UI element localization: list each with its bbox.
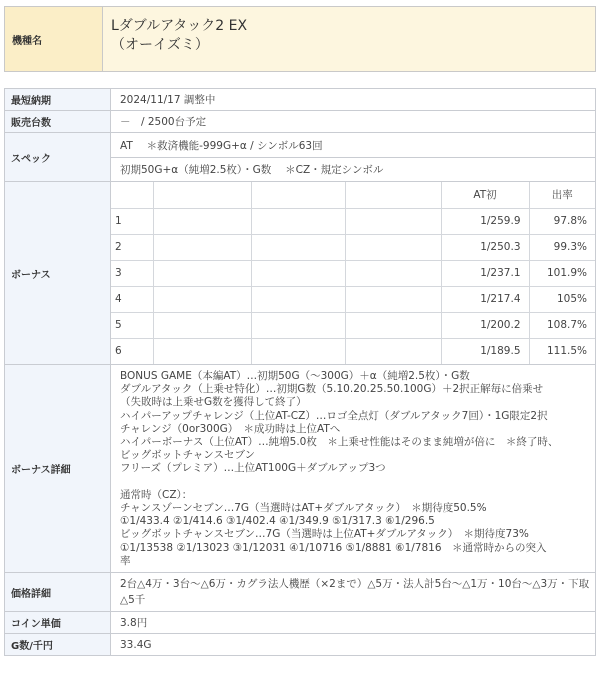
- bonus-header-cell: AT初: [441, 182, 529, 208]
- bonus-cell: [153, 234, 251, 260]
- bonus-detail-line: ビッグボットチャンスセブン: [120, 449, 256, 462]
- bonus-cell: [153, 338, 251, 364]
- bonus-cell: [251, 234, 345, 260]
- bonus-cell: 2: [111, 234, 153, 260]
- bonus-cell: 1/200.2: [441, 312, 529, 338]
- bonus-table-row: [111, 208, 595, 234]
- bonus-cell: [251, 260, 345, 286]
- bonus-cell: 97.8%: [529, 208, 595, 234]
- release-label: 最短納期: [5, 89, 111, 111]
- bonus-cell: [153, 208, 251, 234]
- bonus-cell: [153, 312, 251, 338]
- bonus-header-cell: [153, 182, 251, 208]
- bonus-cell: 1/189.5: [441, 338, 529, 364]
- bonus-detail-line: チャンスゾーンセブン…7G（当選時はAT+ダブルアタック） ＊期待度50.5%: [120, 502, 487, 515]
- bonus-cell: [345, 208, 441, 234]
- bonus-header-cell: [251, 182, 345, 208]
- spec-row: [5, 133, 596, 182]
- bonus-header-cell: [345, 182, 441, 208]
- bonus-detail-line: ハイパーアップチャレンジ（上位AT-CZ）…ロゴ全点灯（ダブルアタック7回）・1G限定2択: [120, 409, 548, 422]
- units-row: [5, 111, 596, 133]
- machine-name-header: [4, 6, 596, 72]
- spec-label: スペック: [5, 133, 111, 182]
- bonus-cell: 3: [111, 260, 153, 286]
- bonus-table-row: [111, 338, 595, 364]
- spec-line-1: AT ＊救済機能-999G+α / シンボル63回: [120, 139, 323, 152]
- gpk-row: [5, 634, 596, 656]
- bonus-detail-line: ハイパーボーナス（上位AT）…純増5.0枚 ＊上乗せ性能はそのまま純増が倍に ＊終了時、: [120, 436, 559, 449]
- bonus-detail-line: 通常時（CZ）：: [120, 488, 193, 501]
- bonus-cell: 111.5%: [529, 338, 595, 364]
- bonus-table-row: [111, 234, 595, 260]
- bonus-detail-line: ①1/433.4 ②1/414.6 ③1/402.4 ④1/349.9 ⑤1/317.3 ⑥1/296.5: [120, 515, 435, 528]
- machine-title: [103, 7, 595, 71]
- coin-row: [5, 612, 596, 634]
- bonus-value: [111, 182, 596, 365]
- release-value: 2024/11/17 調整中: [111, 89, 596, 111]
- bonus-detail-value: [111, 365, 596, 573]
- bonus-cell: [251, 338, 345, 364]
- bonus-cell: [345, 260, 441, 286]
- bonus-cell: 108.7%: [529, 312, 595, 338]
- coin-label: コイン単価: [5, 612, 111, 634]
- bonus-cell: 99.3%: [529, 234, 595, 260]
- bonus-detail-line: ビッグボットチャンスセブン…7G（当選時は上位AT+ダブルアタック） ＊期待度73%: [120, 528, 529, 541]
- bonus-cell: [251, 286, 345, 312]
- bonus-table-row: [111, 260, 595, 286]
- bonus-table: [111, 182, 595, 364]
- bonus-detail-line: BONUS GAME（本編AT）…初期50G（～300G）＋α（純増2.5枚）・G数: [120, 370, 470, 382]
- machine-name-label: 機種名: [5, 7, 103, 71]
- bonus-table-header: [111, 182, 595, 208]
- machine-title-name: Lダブルアタック2 EX: [111, 18, 248, 34]
- bonus-table-row: [111, 286, 595, 312]
- bonus-detail-line: フリーズ（プレミア）…上位AT100G＋ダブルアップ3つ: [120, 462, 386, 475]
- bonus-cell: [251, 312, 345, 338]
- bonus-cell: 1/237.1: [441, 260, 529, 286]
- bonus-cell: 105%: [529, 286, 595, 312]
- units-value: － / 2500台予定: [111, 111, 596, 133]
- machine-title-maker: （オーイズミ）: [111, 37, 209, 53]
- bonus-cell: [345, 234, 441, 260]
- bonus-cell: [345, 312, 441, 338]
- coin-value: 3.8円: [111, 612, 596, 634]
- spec-line-2: 初期50G+α（純増2.5枚）・G数 ＊CZ・規定シンボル: [111, 157, 595, 181]
- bonus-cell: 101.9%: [529, 260, 595, 286]
- spec-table: [4, 88, 596, 656]
- price-label: 価格詳細: [5, 573, 111, 612]
- bonus-detail-line: ダブルアタック（上乗せ特化）…初期G数（5.10.20.25.50.100G）＋2択正解毎に倍乗せ: [120, 383, 544, 396]
- bonus-table-row: [111, 312, 595, 338]
- spec-value: [111, 133, 596, 182]
- bonus-cell: 1/217.4: [441, 286, 529, 312]
- bonus-cell: [251, 208, 345, 234]
- bonus-cell: [153, 260, 251, 286]
- bonus-row: [5, 182, 596, 365]
- bonus-cell: 5: [111, 312, 153, 338]
- bonus-detail-line: （失敗時は上乗せG数を獲得して終了）: [120, 396, 307, 409]
- bonus-cell: 6: [111, 338, 153, 364]
- bonus-detail-line: 率: [120, 554, 131, 567]
- release-row: [5, 89, 596, 111]
- bonus-detail-row: [5, 365, 596, 573]
- bonus-cell: [345, 286, 441, 312]
- bonus-cell: [345, 338, 441, 364]
- bonus-detail-line: チャレンジ（0or300G） ＊成功時は上位ATへ: [120, 422, 341, 435]
- bonus-label: ボーナス: [5, 182, 111, 365]
- bonus-detail-line: [120, 476, 589, 489]
- bonus-detail-line: ①1/13538 ②1/13023 ③1/12031 ④1/10716 ⑤1/8881 ⑥1/7816 ＊通常時からの突入: [120, 541, 547, 554]
- bonus-cell: 1/250.3: [441, 234, 529, 260]
- bonus-cell: 4: [111, 286, 153, 312]
- gpk-label: G数/千円: [5, 634, 111, 656]
- bonus-cell: [153, 286, 251, 312]
- bonus-cell: 1/259.9: [441, 208, 529, 234]
- units-label: 販売台数: [5, 111, 111, 133]
- price-value: 2台△4万・3台～△6万・カグラ法人機歴（×2まで）△5万・法人計5台～△1万・10台～△3万・下取△5千: [111, 573, 596, 612]
- bonus-cell: 1: [111, 208, 153, 234]
- bonus-header-cell: [111, 182, 153, 208]
- price-row: [5, 573, 596, 612]
- bonus-header-cell: 出率: [529, 182, 595, 208]
- bonus-detail-label: ボーナス詳細: [5, 365, 111, 573]
- gpk-value: 33.4G: [111, 634, 596, 656]
